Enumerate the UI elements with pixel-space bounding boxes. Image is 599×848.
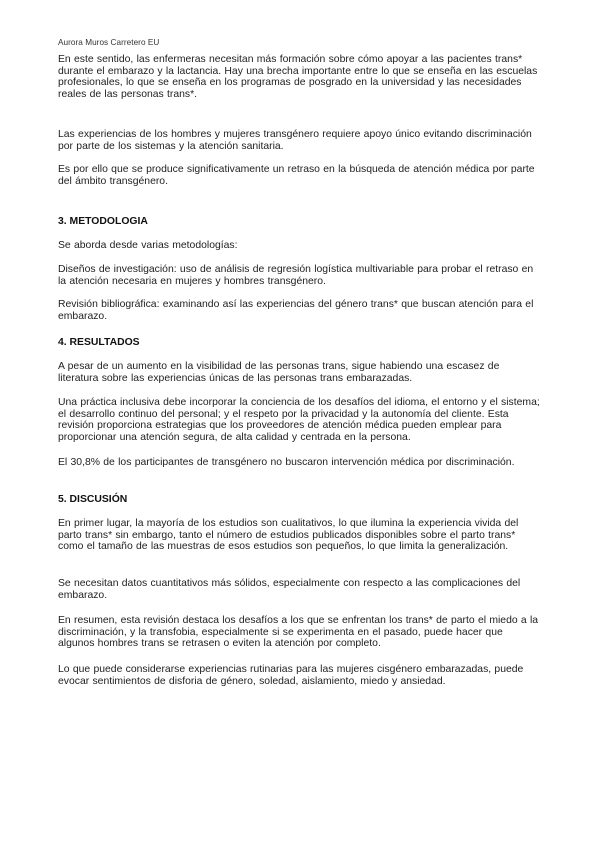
paragraph-qualitative-studies: En primer lugar, la mayoría de los estudios son cualitativos, lo que ilumina la experiencia vivida del parto trans* sin embargo, tanto el número de estudios publicados disponibles sobre el parto trans* como el tamaño de las muestras de esos estudios son pequeños, lo que limita la generalización. <box>58 518 519 553</box>
section-heading-discusion: 5. DISCUSIÓN <box>58 494 128 505</box>
paragraph-experiences-support: Las experiencias de los hombres y mujeres transgénero requiere apoyo único evitando discriminación por parte de los sistemas y la atención sanitaria. <box>58 129 532 152</box>
page-header-author: Aurora Muros Carretero EU <box>58 38 160 47</box>
paragraph-nurses-training: En este sentido, las enfermeras necesitan más formación sobre cómo apoyar a las pacientes trans* durante el embarazo y la lactancia. Hay una brecha importante entre lo que se enseña en las escuelas profesionales, lo que se enseña en los programas de posgrado en la universidad y las necesidades reales de las personas trans*. <box>58 54 538 100</box>
paragraph-research-designs: Diseños de investigación: uso de análisis de regresión logística multivariable para probar el retraso en la atención necesaria en mujeres y hombres transgénero. <box>58 264 534 287</box>
paragraph-statistic: El 30,8% de los participantes de transgénero no buscaron intervención médica por discriminación. <box>58 457 515 468</box>
paragraph-delay-care: Es por ello que se produce significativamente un retraso en la búsqueda de atención médica por parte del ámbito transgénero. <box>58 164 535 187</box>
section-heading-resultados: 4. RESULTADOS <box>58 337 140 348</box>
section-heading-metodologia: 3. METODOLOGIA <box>58 216 148 227</box>
paragraph-methodologies-intro: Se aborda desde varias metodologías: <box>58 240 238 251</box>
paragraph-literature-review: Revisión bibliográfica: examinando así las experiencias del género trans* que buscan atención para el embarazo. <box>58 299 534 322</box>
paragraph-visibility: A pesar de un aumento en la visibilidad de las personas trans, sigue habiendo una escasez de literatura sobre las experiencias únicas de las personas trans embarazadas. <box>58 361 500 384</box>
paragraph-inclusive-practice: Una práctica inclusiva debe incorporar la conciencia de los desafíos del idioma, el entorno y el sistema; el desarrollo continuo del personal; y el respeto por la privacidad y la autonomía del cliente. Esta revisión proporciona estrategias que los proveedores de atención médica pueden emplear para proporcionar una atención segura, de alta calidad y centrada en la persona. <box>58 397 540 443</box>
paragraph-cisgender-experiences: Lo que puede considerarse experiencias rutinarias para las mujeres cisgénero embarazadas, puede evocar sentimientos de disforia de género, soledad, aislamiento, miedo y ansiedad. <box>58 664 524 687</box>
document-body <box>58 54 540 714</box>
paragraph-summary-challenges: En resumen, esta revisión destaca los desafíos a los que se enfrentan los trans* de parto el miedo a la discriminación, y la transfobia, especialmente si se experimenta en el pasado, puede hacer que algunos hombres trans se retrasen o eviten la atención por completo. <box>58 615 539 650</box>
paragraph-quantitative-data: Se necesitan datos cuantitativos más sólidos, especialmente con respecto a las complicaciones del embarazo. <box>58 578 521 601</box>
